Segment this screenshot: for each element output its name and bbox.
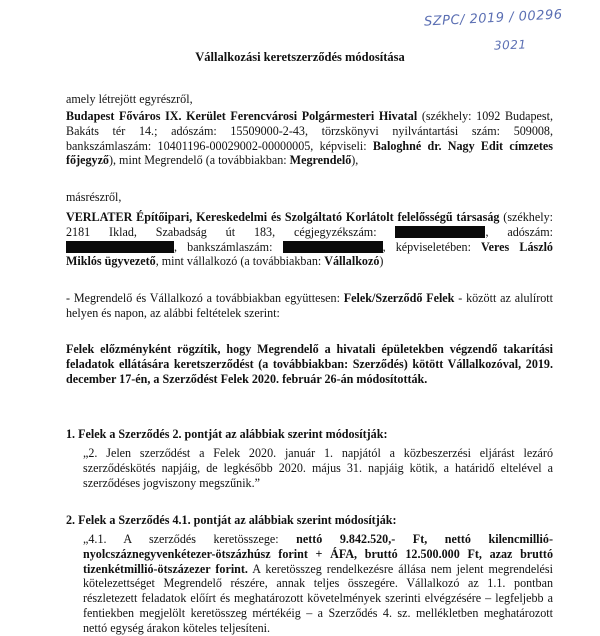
section2-body: A keretösszeg rendelkezésre állása nem jelent megrendelési kötelezettséget Megrendelő részére, annak teljes összegére. Vállalkozó az 1.1. pontban részletezett feladatok előírt és meghatározott követelmények szerinti elvégzésére – legfeljebb a fentiekben megjelölt keretösszeg mértékéig – a Szerződés 4. sz. mellékletben meghatározott nettó egység árakon köteles teljesíteni. xyxy=(83,561,553,635)
masreszrol-text: másrészről, xyxy=(66,190,122,204)
party2-paragraph xyxy=(66,210,553,269)
felek-paragraph xyxy=(66,291,553,321)
section1-heading: 1. Felek a Szerződés 2. pontját az alábbiak szerint módosítják: xyxy=(66,427,388,441)
party1-name: Budapest Főváros IX. Kerület Ferencvárosi Polgármesteri Hivatal xyxy=(66,109,418,123)
party1-short-name: Megrendelő xyxy=(289,153,352,168)
section2-amount: nettó 9.842.520,- Ft, nettó kilencmillió-nyolcszáznegyvenkétezer-ötszázhúsz forint + ÁFA, bruttó 12.500.000 Ft, azaz bruttó tizenkétmillió-ötszázezer forint. xyxy=(83,532,553,576)
felek-term: Felek/Szerződő Felek xyxy=(343,291,455,305)
party2-role-text: , mint vállalkozó (a továbbiakban: xyxy=(155,254,325,269)
party2-short-name: Vállalkozó xyxy=(324,254,380,269)
party2-rep-label: , képviseletében: xyxy=(382,239,482,254)
handwritten-reference: SZPC/ 2019 / 00296 xyxy=(423,7,563,30)
party2-tax-label: , adószám: xyxy=(485,224,553,239)
party2-address: (székhely: 2181 Iklad, Szabadság út 183, cégjegyzékszám: xyxy=(66,210,553,239)
preamble-paragraph: Felek előzményként rögzítik, hogy Megrendelő a hivatali épületekben végzendő takarítási feladatok ellátására keretszerződést (a továbbiakban: Szerződés) kötött Vállalkozóval, 2019. december 17-én, a Szerződést Felek 2020. február 26-án módosították. xyxy=(66,342,553,386)
party2-bank-label: , bankszámlaszám: xyxy=(174,239,283,254)
party1-representative: Baloghné dr. Nagy Edit címzetes főjegyző xyxy=(66,138,553,168)
section2-heading: 2. Felek a Szerződés 4.1. pontját az alábbiak szerint módosítják: xyxy=(66,513,397,527)
felek-intro: - Megrendelő és Vállalkozó a továbbiakban együttesen: xyxy=(66,291,344,305)
party2-end: ) xyxy=(379,254,384,269)
section2-intro: „4.1. A szerződés keretösszege: xyxy=(83,532,297,546)
party1-paragraph xyxy=(66,109,553,168)
party1-details: (székhely: 1092 Budapest, Bakáts tér 14.; adószám: 15509000-2-43, törzskönyvi nyilvántartási szám: 509008, bankszámlaszám: 10401196-00029002-00000005, képviseli: xyxy=(66,109,553,153)
party1-role-text: ), mint Megrendelő (a továbbiakban: xyxy=(108,153,290,168)
section1-text: „2. Jelen szerződést a Felek 2020. január 1. napjától a közbeszerzési eljárást lezáró szerződéskötés napjáig, de legkésőbb 2020. május 31. napjáig kötik, a határidő eltelével a szerződéses jogviszony megszűnik.” xyxy=(83,446,553,490)
redacted-tax-number xyxy=(66,241,174,253)
redacted-bank-account xyxy=(283,241,383,253)
intro-text: amely létrejött egyrészről, xyxy=(66,92,193,106)
handwritten-number: 3021 xyxy=(493,37,527,53)
party2-representative: Veres László Miklós ügyvezető xyxy=(66,239,553,269)
party2-name: VERLATER Építőipari, Kereskedelmi és Szolgáltató Korlátolt felelősségű társaság xyxy=(66,210,500,224)
redacted-company-number xyxy=(395,226,485,238)
section2-paragraph xyxy=(83,532,553,636)
felek-end: - között az alulírott helyen és napon, az alábbi feltételek szerint: xyxy=(66,291,553,320)
document-title: Vállalkozási keretszerződés módosítása xyxy=(195,50,405,64)
party1-end: ), xyxy=(351,153,359,168)
